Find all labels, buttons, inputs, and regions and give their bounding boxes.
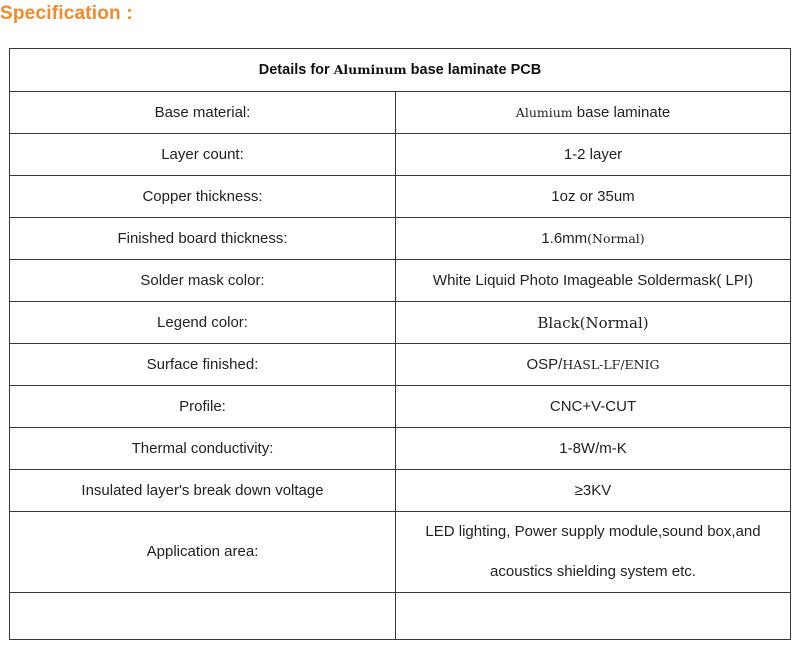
- row-value-mono: Alumium: [515, 105, 573, 120]
- row-value: 1oz or 35um: [396, 176, 791, 218]
- table-row: [10, 176, 791, 218]
- row-value: [396, 512, 791, 593]
- row-value-pre: OSP/: [526, 356, 563, 373]
- row-value: 1-8W/m-K: [396, 428, 791, 470]
- row-label: Copper thickness:: [10, 176, 396, 218]
- row-value: White Liquid Photo Imageable Soldermask( LPI): [396, 260, 791, 302]
- table-row: [10, 260, 791, 302]
- table-row: [10, 470, 791, 512]
- row-value-mono: (Normal): [587, 231, 645, 246]
- table-title: [10, 49, 791, 92]
- row-value: [396, 344, 791, 386]
- row-value: Black(Normal): [396, 302, 791, 344]
- row-value-pre: 1.6mm: [541, 230, 588, 247]
- empty-cell: [10, 593, 396, 640]
- row-value: ≥3KV: [396, 470, 791, 512]
- table-title-row: [10, 49, 791, 92]
- table-row: [10, 344, 791, 386]
- table-row: [10, 218, 791, 260]
- row-label: Layer count:: [10, 134, 396, 176]
- row-value: [396, 92, 791, 134]
- row-label: Application area:: [10, 512, 396, 593]
- row-value-line1: LED lighting, Power supply module,sound box,and: [425, 523, 761, 540]
- table-row: [10, 512, 791, 593]
- row-label: Insulated layer's break down voltage: [10, 470, 396, 512]
- table-row: [10, 302, 791, 344]
- table-row: [10, 134, 791, 176]
- row-value: 1-2 layer: [396, 134, 791, 176]
- table-title-mono: Aluminum: [333, 62, 407, 77]
- table-row-empty: [10, 593, 791, 640]
- empty-cell: [396, 593, 791, 640]
- table-title-pre: Details for: [258, 62, 330, 78]
- row-label: Base material:: [10, 92, 396, 134]
- row-label: Legend color:: [10, 302, 396, 344]
- row-value: CNC+V-CUT: [396, 386, 791, 428]
- specification-table: [9, 48, 791, 640]
- row-value: [396, 218, 791, 260]
- table-row: [10, 428, 791, 470]
- row-label: Profile:: [10, 386, 396, 428]
- table-row: [10, 92, 791, 134]
- row-value-line2: acoustics shielding system etc.: [490, 563, 696, 580]
- table-row: [10, 386, 791, 428]
- row-value-mono: HASL-LF/ENIG: [562, 357, 660, 372]
- specification-heading: Specification :: [0, 3, 133, 24]
- row-label: Surface finished:: [10, 344, 396, 386]
- row-label: Thermal conductivity:: [10, 428, 396, 470]
- table-title-post: base laminate PCB: [410, 62, 542, 78]
- row-value-rest: base laminate: [572, 104, 671, 121]
- row-label: Finished board thickness:: [10, 218, 396, 260]
- row-label: Solder mask color:: [10, 260, 396, 302]
